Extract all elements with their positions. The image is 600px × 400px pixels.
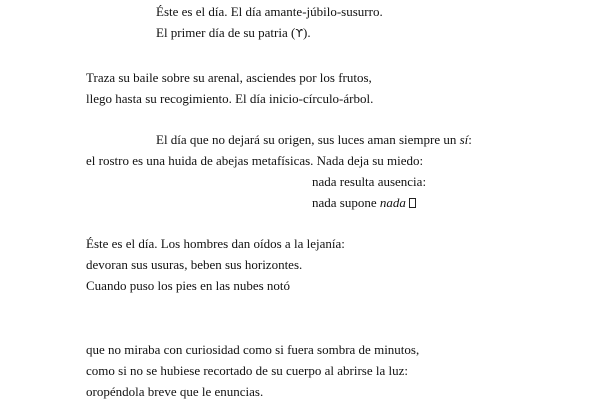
- poem-line: [86, 236, 345, 252]
- poem-line: [156, 4, 383, 20]
- line-text: Éste es el día. El día amante-júbilo-susurro.: [156, 4, 383, 19]
- poem-line: [86, 153, 423, 169]
- poem-line: [86, 384, 263, 400]
- line-text: llego hasta su recogimiento. El día inicio-círculo-árbol.: [86, 91, 374, 106]
- line-text: Traza su baile sobre su arenal, asciendes por los frutos,: [86, 70, 372, 85]
- line-text: oropéndola breve que le enuncias.: [86, 384, 264, 399]
- italic-word: sí: [459, 132, 469, 147]
- poem-line: [86, 257, 302, 273]
- line-text: el rostro es una huida de abejas metafísicas. Nada deja su miedo:: [86, 153, 424, 168]
- line-text: que no miraba con curiosidad como si fuera sombra de minutos,: [86, 342, 420, 357]
- line-text: Éste es el día. Los hombres dan oídos a la lejanía:: [86, 236, 345, 251]
- line-text: El día que no dejará su origen, sus luces aman siempre un: [156, 132, 460, 147]
- poem-line: [86, 363, 408, 379]
- poem-line: [156, 132, 472, 148]
- poem-line: [86, 278, 290, 294]
- poem-line: [156, 25, 311, 42]
- line-text-end: :: [468, 132, 472, 147]
- poem-line: [86, 70, 372, 86]
- line-text: nada resulta ausencia:: [312, 174, 427, 189]
- line-text: devoran sus usuras, beben sus horizontes.: [86, 257, 303, 272]
- poem-line: [312, 174, 426, 190]
- line-text: como si no se hubiese recortado de su cuerpo al abrirse la luz:: [86, 363, 408, 378]
- poem-line: [86, 342, 419, 358]
- symbol-glyph: ϒ: [295, 27, 304, 40]
- line-text: Cuando puso los pies en las nubes notó: [86, 278, 291, 293]
- line-text: El primer día de su patria (: [156, 25, 296, 40]
- poem-line: [312, 195, 416, 211]
- line-text: nada supone: [312, 195, 380, 210]
- missing-glyph-box-icon: [409, 198, 416, 208]
- italic-word: nada: [379, 195, 406, 210]
- line-text-end: ).: [303, 25, 311, 40]
- poem-line: [86, 91, 373, 107]
